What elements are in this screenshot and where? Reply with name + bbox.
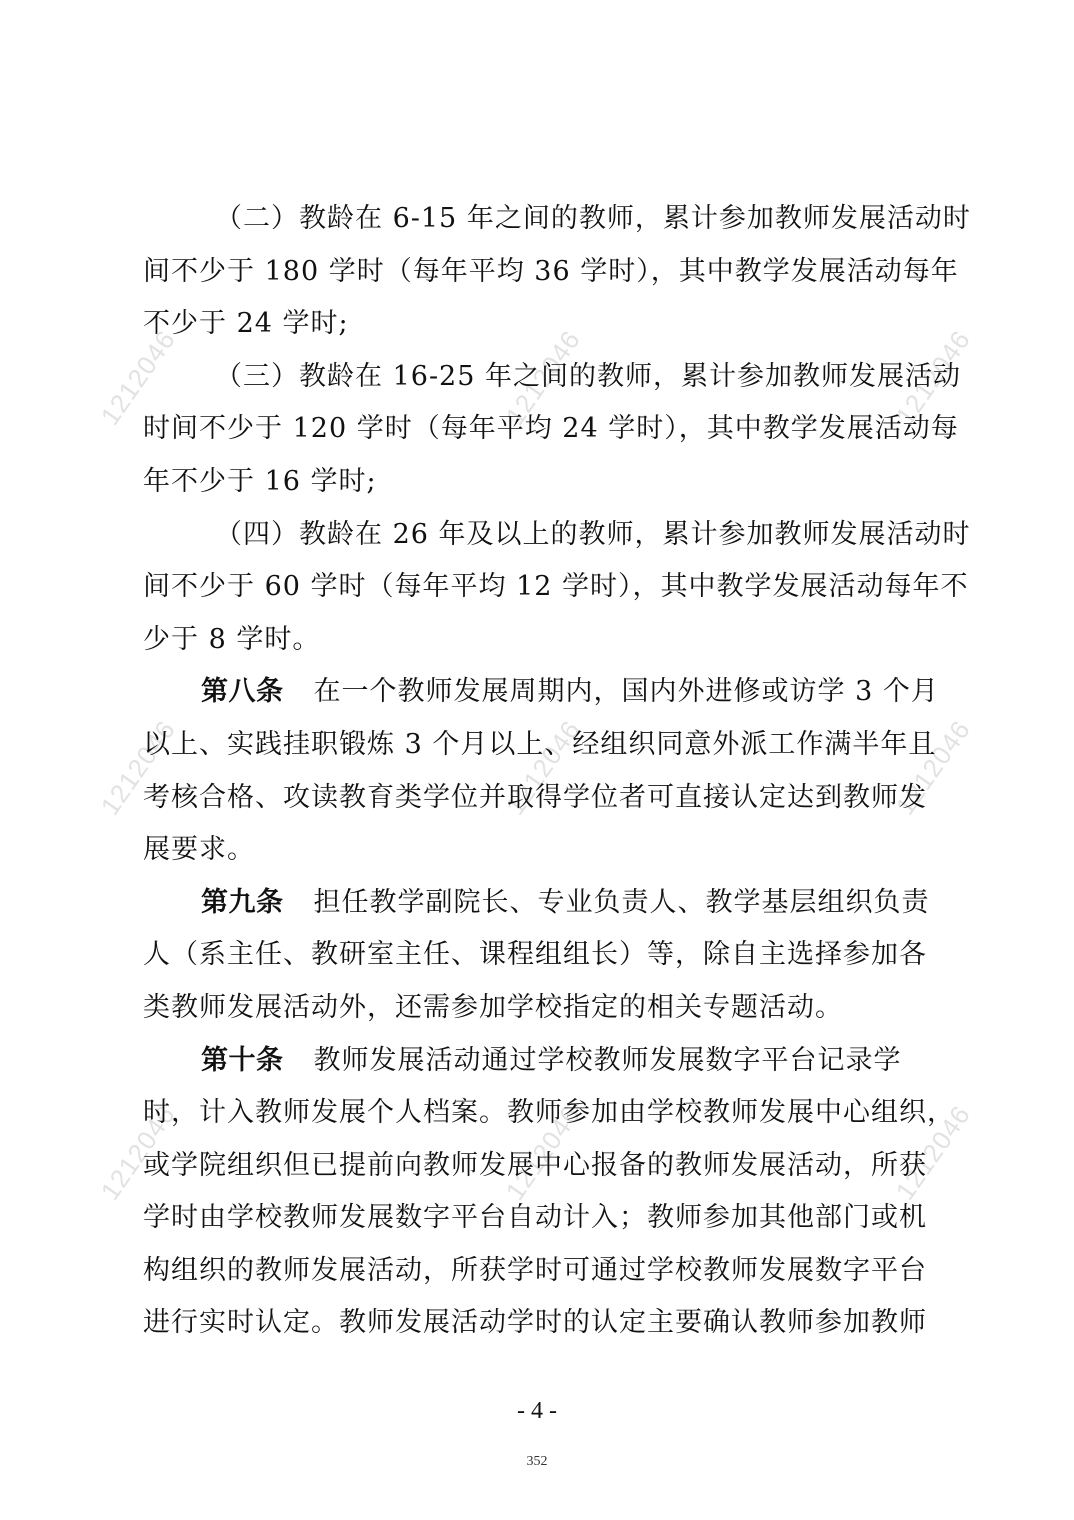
text-line: 学时由学校教师发展数字平台自动计入；教师参加其他部门或机 <box>143 1202 927 1234</box>
article-number: 第九条 <box>201 886 284 918</box>
watermark: 1212046 <box>499 1099 587 1206</box>
text-line: 年不少于 16 学时; <box>143 465 377 497</box>
text-line <box>143 666 943 719</box>
article-ten <box>143 1035 955 1351</box>
watermark: 1212046 <box>889 1099 977 1206</box>
text-line: （二）教龄在 6-15 年之间的教师，累计参加教师发展活动时 <box>215 203 971 234</box>
watermark: 1212046 <box>499 324 587 431</box>
text-line: 构组织的教师发展活动，所获学时可通过学校教师发展数字平台 <box>143 1254 927 1286</box>
text-line: 类教师发展活动外，还需参加学校指定的相关专题活动。 <box>143 991 843 1023</box>
text-line <box>143 1035 943 1088</box>
article-text: 教师发展活动通过学校教师发展数字平台记录学 <box>313 1044 902 1076</box>
article-number: 第十条 <box>201 1044 284 1076</box>
watermark: 1212046 <box>499 714 587 821</box>
text-line: 或学院组织但已提前向教师发展中心报备的教师发展活动，所获 <box>143 1149 927 1181</box>
text-line: 时间不少于 120 学时（每年平均 24 学时），其中教学发展活动每 <box>143 413 959 445</box>
sheet-number: 352 <box>526 1454 548 1469</box>
article-text: 担任教学副院长、专业负责人、教学基层组织负责 <box>313 886 930 918</box>
text-line: （三）教龄在 16-25 年之间的教师，累计参加教师发展活动 <box>215 360 961 392</box>
document-body <box>143 193 971 1350</box>
article-nine <box>143 877 943 1035</box>
article-number: 第八条 <box>201 676 284 708</box>
article-eight <box>143 666 943 876</box>
watermark: 1212046 <box>94 324 182 431</box>
text-line: 人（系主任、教研室主任、课程组组长）等，除自主选择参加各 <box>143 939 927 971</box>
text-line: 间不少于 180 学时（每年平均 36 学时），其中教学发展活动每年 <box>143 255 959 287</box>
text-line: 以上、实践挂职锻炼 3 个月以上、经组织同意外派工作满半年且 <box>143 728 937 760</box>
text-line: 时，计入教师发展个人档案。教师参加由学校教师发展中心组织， <box>143 1097 955 1129</box>
article-text: 在一个教师发展周期内，国内外进修或访学 3 个月 <box>313 676 939 708</box>
watermark: 1212046 <box>94 1099 182 1206</box>
page-number: - 4 - <box>517 1398 557 1424</box>
text-line: （四）教龄在 26 年及以上的教师，累计参加教师发展活动时 <box>215 518 971 550</box>
text-line: 不少于 24 学时; <box>143 308 349 340</box>
watermark: 1212046 <box>94 714 182 821</box>
text-line: 进行实时认定。教师发展活动学时的认定主要确认教师参加教师 <box>143 1307 927 1339</box>
text-line: 少于 8 学时。 <box>143 623 321 655</box>
text-line: 展要求。 <box>143 834 255 866</box>
text-line: 考核合格、攻读教育类学位并取得学位者可直接认定达到教师发 <box>143 781 927 813</box>
clause-two <box>143 193 971 351</box>
text-line <box>143 877 943 930</box>
text-line: 间不少于 60 学时（每年平均 12 学时），其中教学发展活动每年不 <box>143 571 969 603</box>
watermark: 1212046 <box>889 324 977 431</box>
clause-four <box>143 509 971 667</box>
watermark: 1212046 <box>889 714 977 821</box>
